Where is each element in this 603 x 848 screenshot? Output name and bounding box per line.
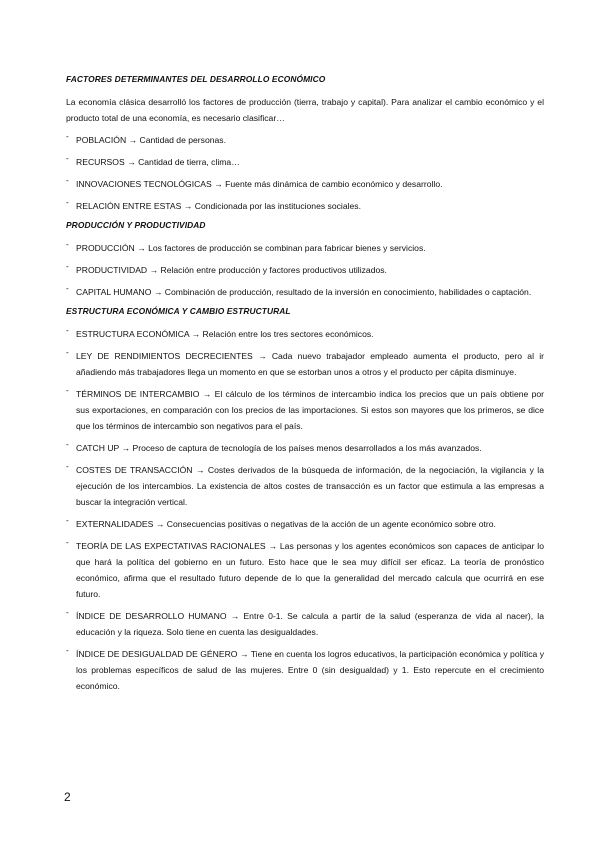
bullet-icon: - xyxy=(66,386,69,395)
list-item xyxy=(66,240,544,256)
list-item-text: POBLACIÓN → Cantidad de personas. xyxy=(76,135,226,145)
list-item-text: ÍNDICE DE DESIGUALDAD DE GÉNERO → Tiene en cuenta los logros educativos, la participación económica y política y los problemas específicos de salud de las mujeres. Entre 0 (sin desigualdad) y 1. Esto repercute en el crecimiento económico. xyxy=(76,649,544,691)
list-item xyxy=(66,326,544,342)
list-item-text: TÉRMINOS DE INTERCAMBIO → El cálculo de los términos de intercambio indica los precios que un país obtiene por sus exportaciones, en comparación con los precios de las importaciones. Si estos son mayores que los primeros, se dice que los términos de intercambio son negativos para el país. xyxy=(76,389,544,431)
list-item xyxy=(66,608,544,640)
bullet-list xyxy=(66,132,544,214)
bullet-list xyxy=(66,326,544,694)
list-item xyxy=(66,132,544,148)
bullet-icon: - xyxy=(66,154,69,163)
list-item-text: RECURSOS → Cantidad de tierra, clima… xyxy=(76,157,240,167)
list-item-text: ESTRUCTURA ECONÓMICA → Relación entre los tres sectores económicos. xyxy=(76,329,374,339)
list-item-text: CATCH UP → Proceso de captura de tecnología de los países menos desarrollados a los más avanzados. xyxy=(76,443,482,453)
bullet-icon: - xyxy=(66,132,69,141)
list-item xyxy=(66,176,544,192)
list-item-text: TEORÍA DE LAS EXPECTATIVAS RACIONALES → Las personas y los agentes económicos son capaces de anticipar lo que hará la política del gobierno en un futuro. Esto hace que le sea muy difícil ser eficaz. La teoría de pronóstico económico, afirma que el resultado futuro depende de lo que la generalidad del mercado calcula que ocurrirá en ese futuro. xyxy=(76,541,544,599)
bullet-icon: - xyxy=(66,646,69,655)
list-item xyxy=(66,284,544,300)
list-item xyxy=(66,538,544,602)
list-item-text: CAPITAL HUMANO → Combinación de producción, resultado de la inversión en conocimiento, habilidades o captación. xyxy=(76,287,532,297)
list-item xyxy=(66,198,544,214)
list-item xyxy=(66,262,544,278)
section-title: FACTORES DETERMINANTES DEL DESARROLLO ECONÓMICO xyxy=(66,74,326,84)
list-item xyxy=(66,154,544,170)
bullet-icon: - xyxy=(66,440,69,449)
list-item-text: ÍNDICE DE DESARROLLO HUMANO → Entre 0-1. Se calcula a partir de la salud (esperanza de vida al nacer), la educación y la riqueza. Solo tiene en cuenta las desigualdades. xyxy=(76,611,544,637)
bullet-icon: - xyxy=(66,176,69,185)
bullet-icon: - xyxy=(66,284,69,293)
page-number: 2 xyxy=(64,790,71,804)
list-item xyxy=(66,516,544,532)
bullet-icon: - xyxy=(66,240,69,249)
list-item-text: RELACIÓN ENTRE ESTAS → Condicionada por las instituciones sociales. xyxy=(76,201,361,211)
list-item-text: INNOVACIONES TECNOLÓGICAS → Fuente más dinámica de cambio económico y desarrollo. xyxy=(76,179,443,189)
list-item xyxy=(66,646,544,694)
list-item-text: LEY DE RENDIMIENTOS DECRECIENTES → Cada nuevo trabajador empleado aumenta el producto, pero al ir añadiendo más trabajadores llega un momento en que se estorban unos a otros y el producto per cápita disminuye. xyxy=(76,351,544,377)
page-content xyxy=(66,74,544,700)
list-item-text: COSTES DE TRANSACCIÓN → Costes derivados de la búsqueda de información, de la negociación, la vigilancia y la ejecución de los intercambios. La existencia de altos costes de transacción es un factor que estimula a las empresas a buscar la integración vertical. xyxy=(76,465,544,507)
list-item xyxy=(66,440,544,456)
bullet-icon: - xyxy=(66,348,69,357)
section-title: ESTRUCTURA ECONÓMICA Y CAMBIO ESTRUCTURAL xyxy=(66,306,291,316)
section-title: PRODUCCIÓN Y PRODUCTIVIDAD xyxy=(66,220,206,230)
section-intro: La economía clásica desarrolló los factores de producción (tierra, trabajo y capital). Para analizar el cambio económico y el producto total de una economía, es necesario clasificar… xyxy=(66,97,544,123)
bullet-list xyxy=(66,240,544,300)
bullet-icon: - xyxy=(66,538,69,547)
list-item xyxy=(66,462,544,510)
section-produccion xyxy=(66,220,544,300)
list-item xyxy=(66,386,544,434)
bullet-icon: - xyxy=(66,198,69,207)
list-item-text: PRODUCCIÓN → Los factores de producción se combinan para fabricar bienes y servicios. xyxy=(76,243,426,253)
list-item-text: PRODUCTIVIDAD → Relación entre producción y factores productivos utilizados. xyxy=(76,265,387,275)
bullet-icon: - xyxy=(66,516,69,525)
section-estructura xyxy=(66,306,544,694)
list-item xyxy=(66,348,544,380)
bullet-icon: - xyxy=(66,608,69,617)
section-factores xyxy=(66,74,544,214)
bullet-icon: - xyxy=(66,462,69,471)
bullet-icon: - xyxy=(66,326,69,335)
bullet-icon: - xyxy=(66,262,69,271)
list-item-text: EXTERNALIDADES → Consecuencias positivas o negativas de la acción de un agente económico sobre otro. xyxy=(76,519,496,529)
